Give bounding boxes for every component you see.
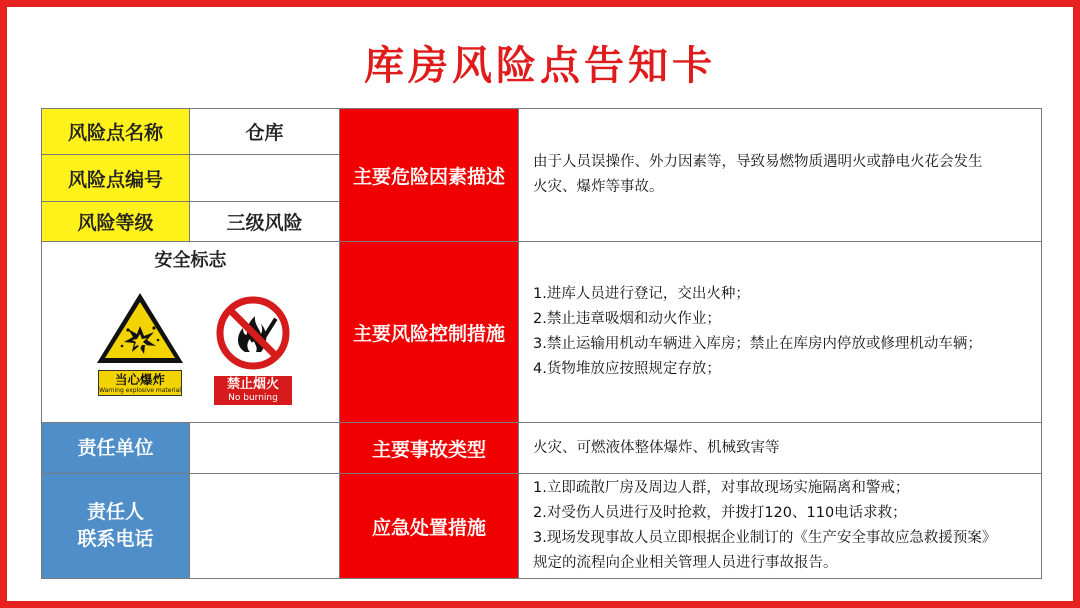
risk-level-label: 风险等级 [42,202,190,242]
risk-name-value: 仓库 [190,109,340,155]
responsible-unit-label: 责任单位 [42,423,190,474]
emergency-label: 应急处置措施 [340,474,519,579]
control-item: 1.进库人员进行登记，交出火种； [533,286,750,302]
hazard-line: 火灾、爆炸等事故。 [533,179,664,195]
no-fire-icon [209,294,297,372]
prohibition-sign [209,294,297,405]
risk-code-label: 风险点编号 [42,155,190,202]
emergency-item: 1.立即疏散厂房及周边人群，对事故现场实施隔离和警戒； [533,480,910,496]
hazard-line: 由于人员误操作、外力因素等，导致易燃物质遇明火或静电火花会发生 [533,154,983,170]
hazard-description [519,109,1042,242]
responsible-person-line1: 责任人 [86,501,144,523]
accident-type-label: 主要事故类型 [340,423,519,474]
warning-caption-en: Warning explosive material [99,387,181,394]
risk-name-label: 风险点名称 [42,109,190,155]
safety-signs-title: 安全标志 [154,250,227,271]
control-item: 2.禁止违章吸烟和动火作业； [533,311,721,327]
warning-caption-cn: 当心爆炸 [114,372,165,387]
responsible-unit-value [190,423,340,474]
explosion-warning-icon [94,290,186,366]
safety-signs-cell [42,242,340,423]
responsible-person-label [42,474,190,579]
responsible-person-line2: 联系电话 [77,528,154,550]
prohibition-caption [214,376,292,405]
control-label: 主要风险控制措施 [340,242,519,423]
control-item: 3.禁止运输用机动车辆进入库房；禁止在库房内停放或修理机动车辆； [533,336,982,352]
page-title: 库房风险点告知卡 [364,43,716,89]
emergency-item: 规定的流程向企业相关管理人员进行事故报告。 [533,555,838,571]
responsible-person-value [190,474,340,579]
prohibition-caption-en: No burning [228,393,278,403]
hazard-label: 主要危险因素描述 [340,109,519,242]
control-measures [519,242,1042,423]
risk-card-table [41,108,1042,579]
emergency-item: 2.对受伤人员进行及时抢救，并拨打120、110电话求救； [533,505,907,521]
warning-sign [94,290,186,396]
prohibition-caption-cn: 禁止烟火 [226,377,279,392]
risk-level-value: 三级风险 [190,202,340,242]
accident-type-text: 火灾、可燃液体整体爆炸、机械致害等 [519,423,1042,474]
warning-caption [98,370,182,396]
emergency-measures [519,474,1042,579]
control-item: 4.货物堆放应按照规定存放； [533,361,721,377]
risk-code-value [190,155,340,202]
emergency-item: 3.现场发现事故人员立即根据企业制订的《生产安全事故应急救援预案》 [533,530,997,546]
